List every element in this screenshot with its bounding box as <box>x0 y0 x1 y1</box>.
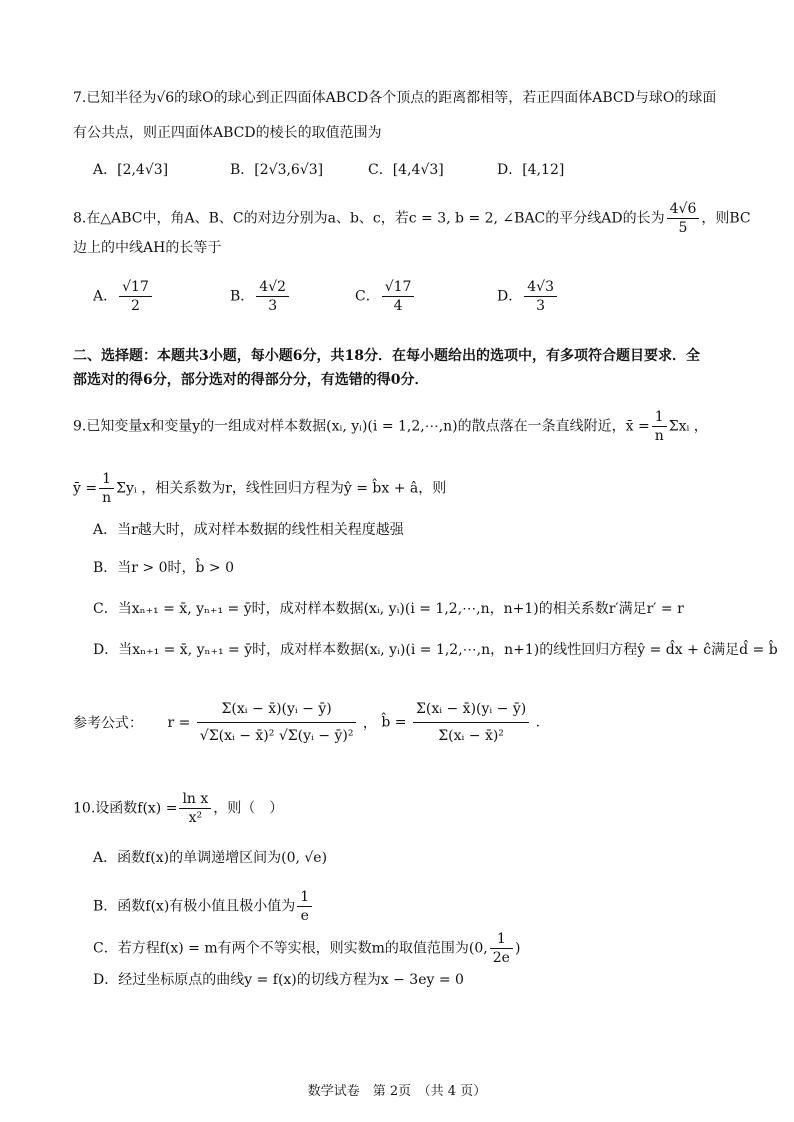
q8-ad-den: 5 <box>678 220 688 236</box>
q10-den: x² <box>188 810 203 826</box>
section2-line2: 部选对的得6分，部分选对的得部分分，有选错的得0分． <box>73 372 429 388</box>
q8-ad-fraction <box>667 200 700 237</box>
q8-line1 <box>73 200 751 237</box>
q8-option-d-den: 3 <box>536 298 546 314</box>
q9-option-b: B．当r > 0时，b̂ > 0 <box>93 560 235 576</box>
section2-line1: 二、选择题：本题共3小题，每小题6分，共18分．在每小题给出的选项中，有多项符合题目要求．全 <box>73 348 700 364</box>
q8-ad-num: 4√6 <box>667 200 700 219</box>
q9-ybar: ȳ = <box>73 480 98 497</box>
q9-line2 <box>73 470 446 507</box>
q9-xbar-den: n <box>654 428 664 444</box>
q8-option-a-num: √17 <box>119 278 152 297</box>
formula-b-num: Σ(xᵢ − x̄)(yᵢ − ȳ) <box>413 696 529 723</box>
q9-option-a: A．当r越大时，成对样本数据的线性相关程度越强 <box>93 522 404 538</box>
q9-line2-rest: Σyᵢ ，相关系数为r，线性回归方程为ŷ = b̂x + â，则 <box>116 480 447 497</box>
q8-option-b <box>230 278 291 315</box>
q10-option-c-den: 2e <box>492 950 510 966</box>
q7-option-c: C．[4,4√3] <box>368 162 444 178</box>
q9-xbar-sum: Σxᵢ ， <box>668 418 708 435</box>
q10-option-b <box>93 888 314 925</box>
q10-option-d: D．经过坐标原点的曲线y = f(x)的切线方程为x − 3ey = 0 <box>93 972 464 988</box>
q8-option-b-den: 3 <box>268 298 278 314</box>
page-footer: 数学试卷 第 2页 （共 4 页） <box>307 1084 487 1099</box>
q8-option-a-label: A． <box>93 288 118 305</box>
q7-line2: 有公共点，则正四面体ABCD的棱长的取值范围为 <box>73 125 382 141</box>
q9-xbar: x̄ = <box>625 418 650 435</box>
q10-num: ln x <box>179 790 211 809</box>
q10-prefix: 10.设函数f(x) = <box>73 800 178 817</box>
q10-suffix: ，则（ ） <box>213 800 284 817</box>
q9-xbar-num: 1 <box>652 408 667 427</box>
q10-option-c <box>93 930 520 967</box>
q10-option-c-num: 1 <box>490 930 513 949</box>
q9-ybar-den: n <box>102 490 112 506</box>
q8-option-b-num: 4√2 <box>256 278 289 297</box>
q8-option-c <box>355 278 416 315</box>
q8-option-c-label: C． <box>355 288 380 305</box>
q10-option-c-text: C．若方程f(x) = m有两个不等实根，则实数m的取值范围为 <box>93 940 469 957</box>
formula-r-num: Σ(xᵢ − x̄)(yᵢ − ȳ) <box>197 696 357 723</box>
q8-option-c-num: √17 <box>382 278 415 297</box>
q10-option-b-text: B．函数f(x)有极小值且极小值为 <box>93 898 296 915</box>
q8-line1-text: 8.在△ABC中，角A、B、C的对边分别为a、b、c，若c = 3, b = 2, ∠BAC的平分线AD的长为 <box>73 210 665 227</box>
formula-r-den: √Σ(xᵢ − x̄)² √Σ(yᵢ − ȳ)² <box>199 728 354 744</box>
q7-option-b: B．[2√3,6√3] <box>230 162 324 178</box>
formula-b-den: Σ(xᵢ − x̄)² <box>438 728 504 744</box>
reference-formula <box>73 696 540 749</box>
q8-option-d-num: 4√3 <box>524 278 557 297</box>
formula-b-lhs: b̂ = <box>381 714 407 731</box>
q9-line1-text: 9.已知变量x和变量y的一组成对样本数据(xᵢ, yᵢ)(i = 1,2,⋯,n)的散点落在一条直线附近， <box>73 418 626 435</box>
formula-end: . <box>535 714 541 731</box>
formula-sep: ， <box>362 715 377 732</box>
formula-b-fraction <box>413 696 529 749</box>
q7-line1: 7.已知半径为√6的球O的球心到正四面体ABCD各个顶点的距离都相等，若正四面体ABCD与球O的球面 <box>73 90 717 106</box>
q9-line1 <box>73 408 708 445</box>
q8-option-b-label: B． <box>230 288 255 305</box>
q8-line2: 边上的中线AH的长等于 <box>73 240 222 256</box>
q10-line <box>73 790 283 827</box>
formula-label: 参考公式： <box>73 715 143 732</box>
q8-option-a <box>93 278 154 315</box>
q8-option-d <box>497 278 559 315</box>
q7-option-d: D．[4,12] <box>497 162 565 178</box>
q8-line1-end: ，则BC <box>701 210 751 227</box>
q9-ybar-num: 1 <box>99 470 114 489</box>
q9-option-c: C．当xₙ₊₁ = x̄, yₙ₊₁ = ȳ时，成对样本数据(xᵢ, yᵢ)(i = 1,2,⋯,n，n+1)的相关系数r′满足r′ = r <box>93 601 684 617</box>
formula-r-fraction <box>197 696 357 749</box>
q8-option-c-den: 4 <box>393 298 403 314</box>
q10-option-a: A．函数f(x)的单调递增区间为(0, √e) <box>93 850 328 866</box>
q10-option-b-den: e <box>300 908 309 924</box>
q10-option-b-num: 1 <box>297 888 312 907</box>
q9-option-d: D．当xₙ₊₁ = x̄, yₙ₊₁ = ȳ时，成对样本数据(xᵢ, yᵢ)(i = 1,2,⋯,n，n+1)的线性回归方程ŷ = d̂x + ĉ满足d̂ = b̂ <box>93 642 778 658</box>
q10-option-c-paren-l: (0, <box>468 940 488 957</box>
q7-option-a: A．[2,4√3] <box>93 162 169 178</box>
q8-option-d-label: D． <box>497 288 523 305</box>
formula-r-lhs: r = <box>167 714 191 731</box>
q8-option-a-den: 2 <box>131 298 140 314</box>
q10-option-c-paren-r: ) <box>514 940 521 957</box>
